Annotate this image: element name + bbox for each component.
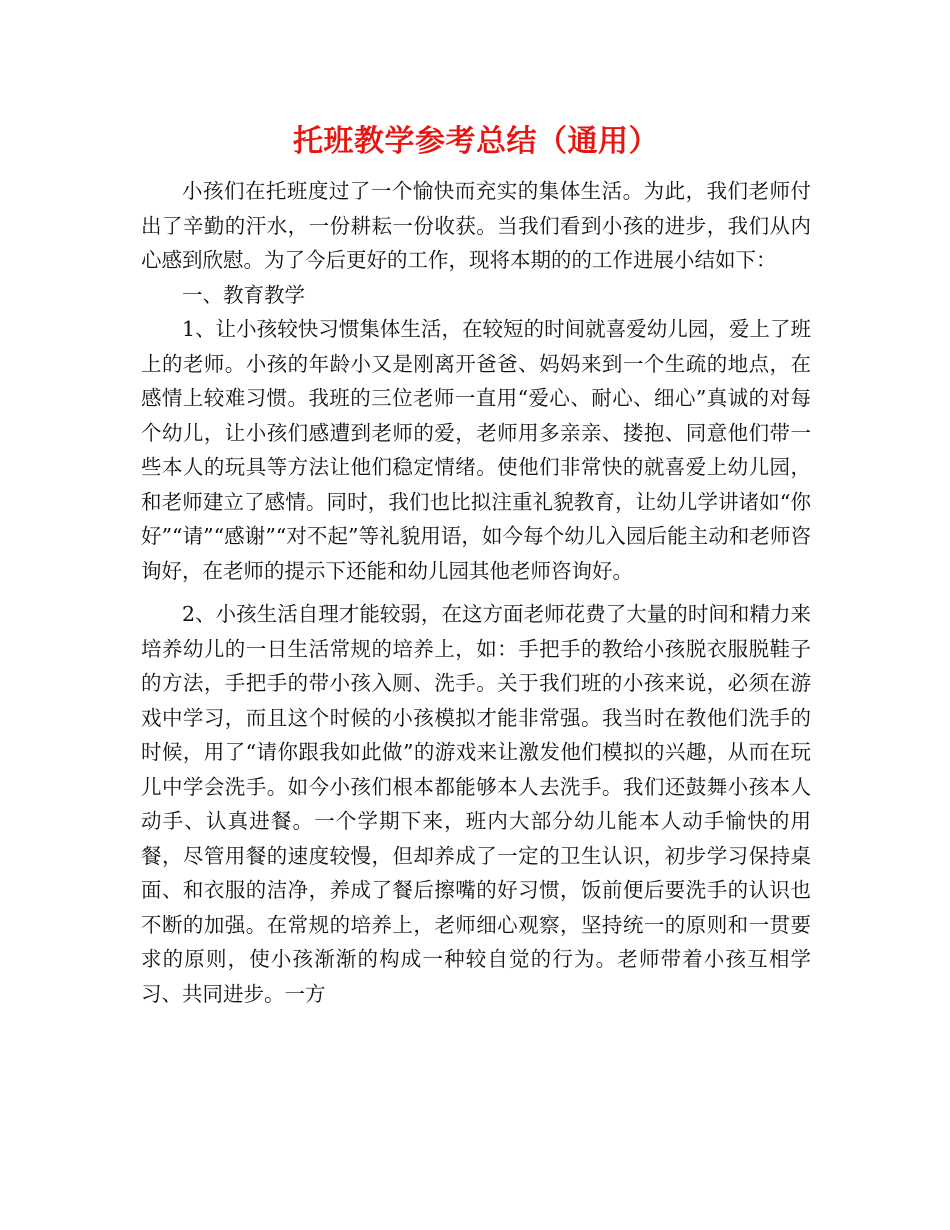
- intro-paragraph: 小孩们在托班度过了一个愉快而充实的集体生活。为此，我们老师付出了辛勤的汗水，一份耕耘一份收获。当我们看到小孩的进步，我们从内心感到欣慰。为了今后更好的工作，现将本期的的工作进展小结如下：: [141, 179, 811, 272]
- paragraph-item-1: 1、让小孩较快习惯集体生活，在较短的时间就喜爱幼儿园，爱上了班上的老师。小孩的年龄小又是刚离开爸爸、妈妈来到一个生疏的地点，在感情上较难习惯。我班的三位老师一直用“爱心、耐心、细心”真诚的对每个幼儿，让小孩们感遭到老师的爱，老师用多亲亲、搂抱、同意他们带一些本人的玩具等方法让他们稳定情绪。使他们非常快的就喜爱上幼儿园，和老师建立了感情。同时，我们也比拟注重礼貌教育，让幼儿学讲诸如“你好”“请”“感谢”“对不起”等礼貌用语，如今每个幼儿入园后能主动和老师咨询好，在老师的提示下还能和幼儿园其他老师咨询好。: [141, 317, 811, 583]
- document-title: 托班教学参考总结（通用）: [293, 124, 659, 159]
- section-heading-education: 一、教育教学: [182, 282, 305, 307]
- document-body: [141, 118, 811, 1011]
- paragraph-item-2: 2、小孩生活自理才能较弱，在这方面老师花费了大量的时间和精力来培养幼儿的一日生活常规的培养上，如：手把手的教给小孩脱衣服脱鞋子的方法，手把手的带小孩入厕、洗手。关于我们班的小孩来说，必须在游戏中学习，而且这个时候的小孩模拟才能非常强。我当时在教他们洗手的时候，用了“请你跟我如此做”的游戏来让激发他们模拟的兴趣，从而在玩儿中学会洗手。如今小孩们根本都能够本人去洗手。我们还鼓舞小孩本人动手、认真进餐。一个学期下来，班内大部分幼儿能本人动手愉快的用餐，尽管用餐的速度较慢，但却养成了一定的卫生认识，初步学习保持桌面、和衣服的洁净，养成了餐后擦嘴的好习惯，饭前便后要洗手的认识也不断的加强。在常规的培养上，老师细心观察，坚持统一的原则和一贯要求的原则，使小孩渐渐的构成一种较自觉的行为。老师带着小孩互相学习、共同进步。一方: [141, 602, 811, 1006]
